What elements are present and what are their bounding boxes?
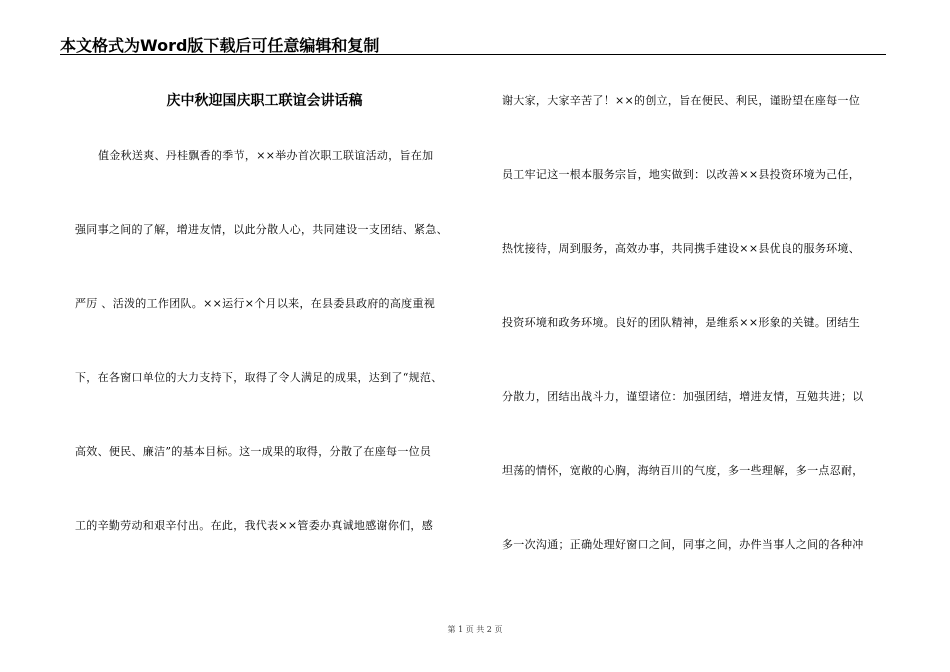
body-line: 投资环境和政务环境。良好的团队精神，是维系××形象的关键。团结生: [502, 316, 861, 329]
body-line: 下，在各窗口单位的大力支持下，取得了令人满足的成果，达到了“规范、: [75, 371, 443, 384]
page-number: 第 1 页 共 2 页: [447, 625, 503, 634]
right-column: [502, 88, 887, 609]
body-line: 工的辛勤劳动和艰辛付出。在此，我代表××管委办真诚地感谢你们，感: [75, 519, 434, 532]
body-line: 员工牢记这一根本服务宗旨，地实做到：以改善××县投资环境为己任，: [502, 168, 861, 181]
banner-divider: [60, 54, 886, 55]
body-line: 强同事之间的了解，增进友情，以此分散人心，共同建设一支团结、紧急、: [75, 223, 448, 236]
document-title: 庆中秋迎国庆职工联谊会讲话稿: [166, 93, 363, 109]
body-line: 分散力，团结出战斗力，谨望诸位：加强团结，增进友情，互勉共进；以: [502, 390, 864, 403]
body-line: 谢大家，大家辛苦了！××的创立，旨在便民、利民，谨盼望在座每一位: [502, 94, 861, 107]
body-line: 值金秋送爽、丹桂飘香的季节，××举办首次职工联谊活动，旨在加: [98, 149, 434, 162]
left-column: [75, 88, 460, 590]
document-banner: 本文格式为Word版下载后可任意编辑和复制: [60, 36, 380, 55]
body-line: 坦荡的情怀，宽敞的心胸，海纳百川的气度，多一些理解，多一点忍耐，: [502, 464, 864, 477]
body-line: 热忱接待，周到服务，高效办事，共同携手建设××县优良的服务环境、: [502, 242, 861, 255]
body-line: 多一次沟通；正确处理好窗口之间，同事之间，办件当事人之间的各种冲: [502, 538, 864, 551]
body-line: 严厉 、活泼的工作团队。××运行×个月以来，在县委县政府的高度重视: [75, 297, 436, 310]
body-line: 高效、便民、廉洁”的基本目标。这一成果的取得，分散了在座每一位员: [75, 445, 432, 458]
